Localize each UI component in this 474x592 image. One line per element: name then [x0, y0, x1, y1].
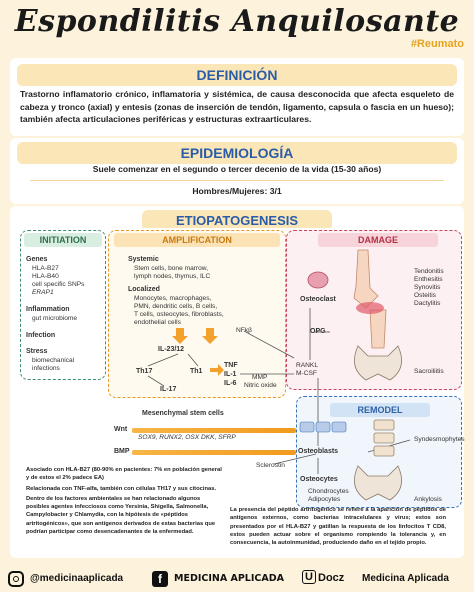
osteoblast-cells-icon — [300, 422, 346, 432]
damage-item-5: Dactylitis — [414, 300, 441, 307]
damage-item-2: Enthesitis — [414, 276, 443, 283]
il1-label: IL-1 — [224, 371, 237, 378]
chondrocytes-label: Chondrocytes — [308, 488, 349, 495]
bmp-label: BMP — [114, 448, 130, 455]
localized-2: PMN, dendritic cells, B cells, — [134, 303, 218, 310]
osteocytes-label: Osteocytes — [300, 476, 338, 483]
note-left-1: Asociado con HLA-B27 (80-90% en pacientes: 7% en población general y de estos el 2% padece EA) — [26, 467, 222, 482]
epidemiologia-divider — [30, 180, 444, 181]
udocz-logo-icon[interactable] — [302, 570, 316, 584]
inhibitors-label: SOX9, RUNX2, OSX DKK, SFRP — [138, 434, 236, 441]
inflammation-text: gut microbiome — [32, 315, 78, 322]
genes-2: HLA-B40 — [32, 273, 59, 280]
damage-item-3: Synovitis — [414, 284, 441, 291]
il2312-label: IL-23/12 — [158, 346, 185, 353]
stress-1: biomechanical — [32, 357, 75, 364]
systemic-1: Stem cells, bone marrow, — [134, 265, 209, 272]
definicion-heading: DEFINICIÓN — [17, 64, 457, 86]
th1-label: Th1 — [190, 368, 203, 375]
nitric-oxide-label: Nitric oxide — [244, 382, 277, 389]
tnf-label: TNF — [224, 362, 238, 369]
epidemiologia-heading: EPIDEMIOLOGÍA — [17, 142, 457, 164]
osteoblasts-label: Osteoblasts — [298, 448, 339, 455]
genes-1: HLA-B27 — [32, 265, 59, 272]
rankl-label: RANKL — [296, 362, 318, 369]
arrow-down-1-icon — [172, 328, 188, 344]
localized-3: T cells, osteocytes, fibroblasts, — [134, 311, 224, 318]
opg-label: OPG — [310, 328, 326, 335]
th17-label: Th17 — [136, 368, 153, 375]
note-left-2: Relacionada con TNF-alfa, también con células TH17 y sus citocinas. — [26, 485, 217, 492]
stress-title: Stress — [26, 348, 48, 355]
localized-1: Monocytes, macrophages, — [134, 295, 212, 302]
footer — [0, 566, 474, 592]
facebook-icon[interactable]: f — [152, 571, 168, 587]
sclerostin-label: Sclerostin — [256, 462, 285, 469]
mmp-label: MMP — [252, 374, 268, 381]
wnt-label: Wnt — [114, 426, 128, 433]
page-title: Espondilitis Anquilosante — [14, 4, 460, 39]
udocz-u: U — [305, 571, 313, 583]
initiation-header: INITIATION — [24, 233, 102, 247]
note-left-3: Dentro de los factores ambientales se han relacionado algunos posibles agentes infecciosos como Yersinia, Shigella, Salmonella, Campylobacter y Chlamydia, con la hipótesis de «péptidos artritogénicos», que son antígenos derivados de estas bacterias que podrían participar como desencadenantes de la enfermedad. — [26, 495, 216, 536]
osteoclast-cell-icon — [308, 272, 328, 288]
notes-right: La presencia del péptido artritogénico se refiere a la aparición de péptidos de antígenos externos, como bacterias intracelulares y virus; estos son presentados por el HLA-B27 y gatillan la respuesta de los linfocitos T CD8, estos pueden actuar sobre el organismo rompiendo la tolerancia y, en consecuencia, la autoinmunidad, produciendo daño en el tejido propio. — [230, 507, 446, 547]
adipocytes-label: Adipocytes — [308, 496, 341, 503]
systemic-2: lymph nodes, thymus, ILC — [134, 273, 211, 280]
nfkb-label: NFkβ — [236, 327, 252, 334]
udocz-text[interactable]: Docz — [318, 572, 345, 584]
arrow-right-1-icon — [210, 364, 224, 376]
pelvis-ankylosis-icon — [354, 466, 401, 500]
inflammation-title: Inflammation — [26, 306, 70, 313]
mcsf-label: M-CSF — [296, 370, 317, 377]
localized-4: endothelial cells — [134, 319, 181, 326]
instagram-icon[interactable] — [8, 571, 24, 587]
epidemiologia-line2: Hombres/Mujeres: 3/1 — [192, 186, 282, 196]
etiopatogenesis-heading: ETIOPATOGENESIS — [142, 210, 332, 231]
genes-3: cell specific SNPs — [32, 281, 85, 288]
remodel-header: REMODEL — [330, 403, 430, 417]
systemic-title: Systemic — [128, 256, 159, 263]
il6-label: IL-6 — [224, 380, 237, 387]
arrow-down-2-icon — [202, 328, 218, 344]
amplification-header: AMPLIFICATION — [114, 233, 280, 247]
brand-name: Medicina Aplicada — [362, 573, 449, 584]
spine-icon — [374, 420, 394, 456]
damage-header: DAMAGE — [318, 233, 438, 247]
localized-title: Localized — [128, 286, 160, 293]
genes-4: ERAP1 — [32, 289, 54, 296]
facebook-name[interactable]: MEDICINA APLICADA — [174, 573, 284, 584]
stress-2: infections — [32, 365, 60, 372]
infection-title: Infection — [26, 332, 56, 339]
definicion-text: Trastorno inflamatorio crónico, inflamatoria y sistémica, de causa desconocida que afecta esqueleto de cabeza y tronco (axial) y entesis (zonas de inserción de tendón, ligamento, capsula o fascia en un hueso); también afecta articulaciones periféricas y estructuras extraarticulares. — [20, 89, 454, 124]
damage-item-4: Osteitis — [414, 292, 436, 299]
instagram-handle[interactable]: @medicinaaplicada — [30, 573, 124, 584]
osteoclast-label: Osteoclast — [300, 296, 336, 303]
mesenchymal-label: Mesenchymal stem cells — [142, 410, 224, 417]
knee-joint-icon — [354, 250, 386, 348]
genes-title: Genes — [26, 256, 48, 263]
epidemiologia-line1: Suele comenzar en el segundo o tercer decenio de la vida (15-30 años) — [92, 164, 382, 174]
ankylosis-label: Ankylosis — [414, 496, 442, 503]
pelvis-damage-icon — [354, 346, 401, 380]
hashtag: #Reumato — [410, 38, 464, 50]
damage-item-1: Tendonitis — [414, 268, 444, 275]
notes-left — [26, 466, 222, 536]
syndesmophytes-label: Syndesmophytes — [414, 436, 465, 443]
il17-label: IL-17 — [160, 386, 177, 393]
sacroiliitis-label: Sacroiliitis — [414, 368, 444, 375]
